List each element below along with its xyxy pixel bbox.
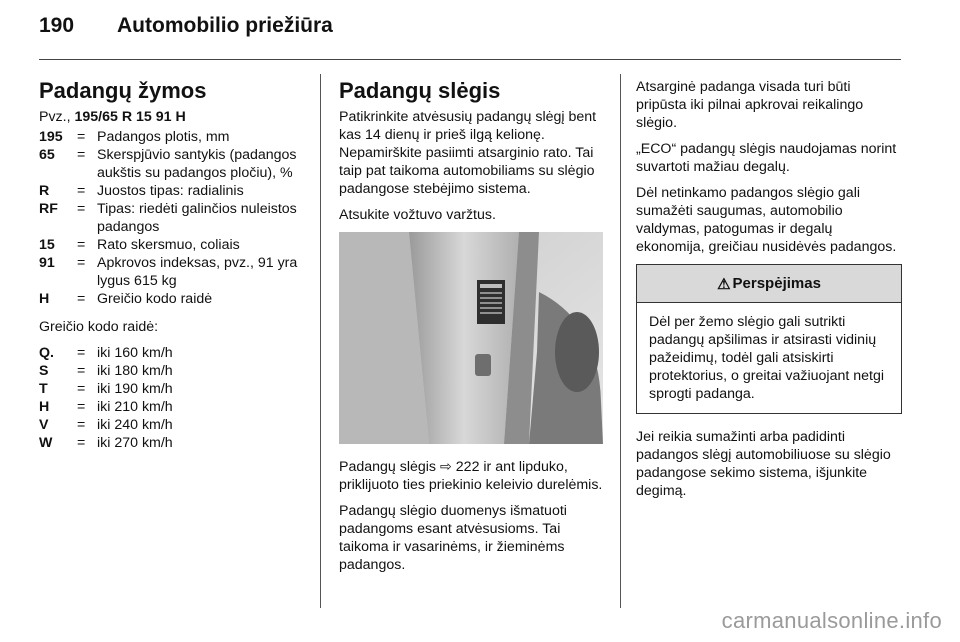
speed-intro: Greičio kodo raidė:: [39, 319, 159, 335]
equals-sign: =: [77, 255, 86, 271]
warning-header: [637, 265, 901, 303]
term: 15: [39, 237, 55, 253]
term: T: [39, 381, 48, 397]
speed-row: [39, 398, 301, 416]
definition: iki 240 km/h: [97, 417, 173, 433]
equals-sign: =: [77, 399, 86, 415]
definition: Rato skersmuo, coliais: [97, 237, 240, 253]
definition-row: [39, 290, 301, 308]
definition: iki 210 km/h: [97, 399, 173, 415]
equals-sign: =: [77, 129, 86, 145]
speed-row: [39, 362, 301, 380]
warning-box: [636, 264, 902, 414]
header-divider: [39, 59, 901, 60]
paragraph: Atsukite vožtuvo varžtus.: [339, 207, 496, 223]
term: V: [39, 417, 49, 433]
left-column: [39, 78, 301, 462]
speed-list: [39, 344, 301, 452]
section-heading-tire-pressure: Padangų slėgis: [339, 78, 501, 103]
definition: iki 180 km/h: [97, 363, 173, 379]
example-line: [39, 108, 301, 126]
column-divider: [320, 74, 321, 608]
equals-sign: =: [77, 345, 86, 361]
definition: Skerspjūvio santykis (padangos aukštis su padangos pločiu), %: [97, 147, 297, 181]
term: 91: [39, 255, 55, 271]
term: H: [39, 291, 50, 307]
column-divider: [620, 74, 621, 608]
term: 195: [39, 129, 63, 145]
paragraph: Jei reikia sumažinti arba padidinti padangos slėgį automobiliuose su slėgio padangose sekimo sistema, išjunkite degimą.: [636, 429, 891, 499]
middle-column: [339, 78, 603, 582]
definition-row: [39, 236, 301, 254]
page-number: 190: [39, 14, 75, 37]
equals-sign: =: [77, 381, 86, 397]
paragraph: Padangų slėgis ⇨ 222 ir ant lipduko, priklijuoto ties priekinio keleivio durelėmis.: [339, 459, 603, 493]
definition: iki 270 km/h: [97, 435, 173, 451]
page-header: [39, 14, 333, 46]
door-frame-photo: [339, 232, 603, 444]
equals-sign: =: [77, 201, 86, 217]
definition-row: [39, 182, 301, 200]
speed-row: [39, 380, 301, 398]
paragraph: Dėl netinkamo padangos slėgio gali sumažėti saugumas, automobilio valdymas, patogumas ir degalų ekonomija, greičiau nusidėvės padangos.: [636, 185, 897, 255]
definition-list: [39, 128, 301, 308]
warning-title: Perspėjimas: [732, 275, 821, 292]
term: H: [39, 399, 50, 415]
definition: Padangos plotis, mm: [97, 129, 230, 145]
example-code: 195/65 R 15 91 H: [74, 109, 186, 125]
term: 65: [39, 147, 55, 163]
equals-sign: =: [77, 417, 86, 433]
term: Q.: [39, 345, 54, 361]
definition-row: [39, 200, 301, 236]
speed-row: [39, 434, 301, 452]
definition: Apkrovos indeksas, pvz., 91 yra lygus 615 kg: [97, 255, 298, 289]
definition-row: [39, 254, 301, 290]
definition-row: [39, 128, 301, 146]
warning-body: [637, 303, 901, 413]
paragraph: Padangų slėgio duomenys išmatuoti padangoms esant atvėsusioms. Tai taikoma ir vasarinėms, ir žieminėms padangos.: [339, 503, 567, 573]
equals-sign: =: [77, 291, 86, 307]
paragraph: Patikrinkite atvėsusių padangų slėgį bent kas 14 dienų ir prieš ilgą kelionę. Nepamirškite pasiimti atsarginio rato. Tai taip pat taikoma automobiliams su slėgio padangose stebėjimo sistema.: [339, 109, 597, 197]
paragraph: „ECO“ padangų slėgis naudojamas norint suvartoti mažiau degalų.: [636, 141, 897, 175]
watermark: carmanualsonline.info: [721, 608, 942, 633]
door-sticker-illustration: [339, 232, 603, 444]
definition: Greičio kodo raidė: [97, 291, 213, 307]
term: R: [39, 183, 50, 199]
equals-sign: =: [77, 183, 86, 199]
definition: iki 190 km/h: [97, 381, 173, 397]
definition: iki 160 km/h: [97, 345, 173, 361]
term: S: [39, 363, 49, 379]
term: W: [39, 435, 53, 451]
page-title: Automobilio priežiūra: [117, 14, 333, 37]
speed-row: [39, 416, 301, 434]
definition: Juostos tipas: radialinis: [97, 183, 244, 199]
definition-row: [39, 146, 301, 182]
equals-sign: =: [77, 363, 86, 379]
paragraph: Atsarginė padanga visada turi būti pripūsta iki pilnai apkrovai reikalingo slėgio.: [636, 79, 864, 131]
right-column: [636, 78, 902, 508]
term: RF: [39, 201, 58, 217]
equals-sign: =: [77, 147, 86, 163]
example-prefix: Pvz.,: [39, 109, 75, 125]
equals-sign: =: [77, 237, 86, 253]
definition: Tipas: riedėti galinčios nuleistos padangos: [97, 201, 297, 235]
warning-triangle-icon: ⚠: [717, 275, 731, 293]
warning-text: Dėl per žemo slėgio gali sutrikti padangų apšilimas ir atsirasti vidinių pažeidimų, todėl gali atsiskirti protektorius, o greitai važiuojant netgi sprogti padanga.: [649, 314, 885, 402]
speed-row: [39, 344, 301, 362]
section-heading-tire-markings: Padangų žymos: [39, 78, 207, 103]
equals-sign: =: [77, 435, 86, 451]
